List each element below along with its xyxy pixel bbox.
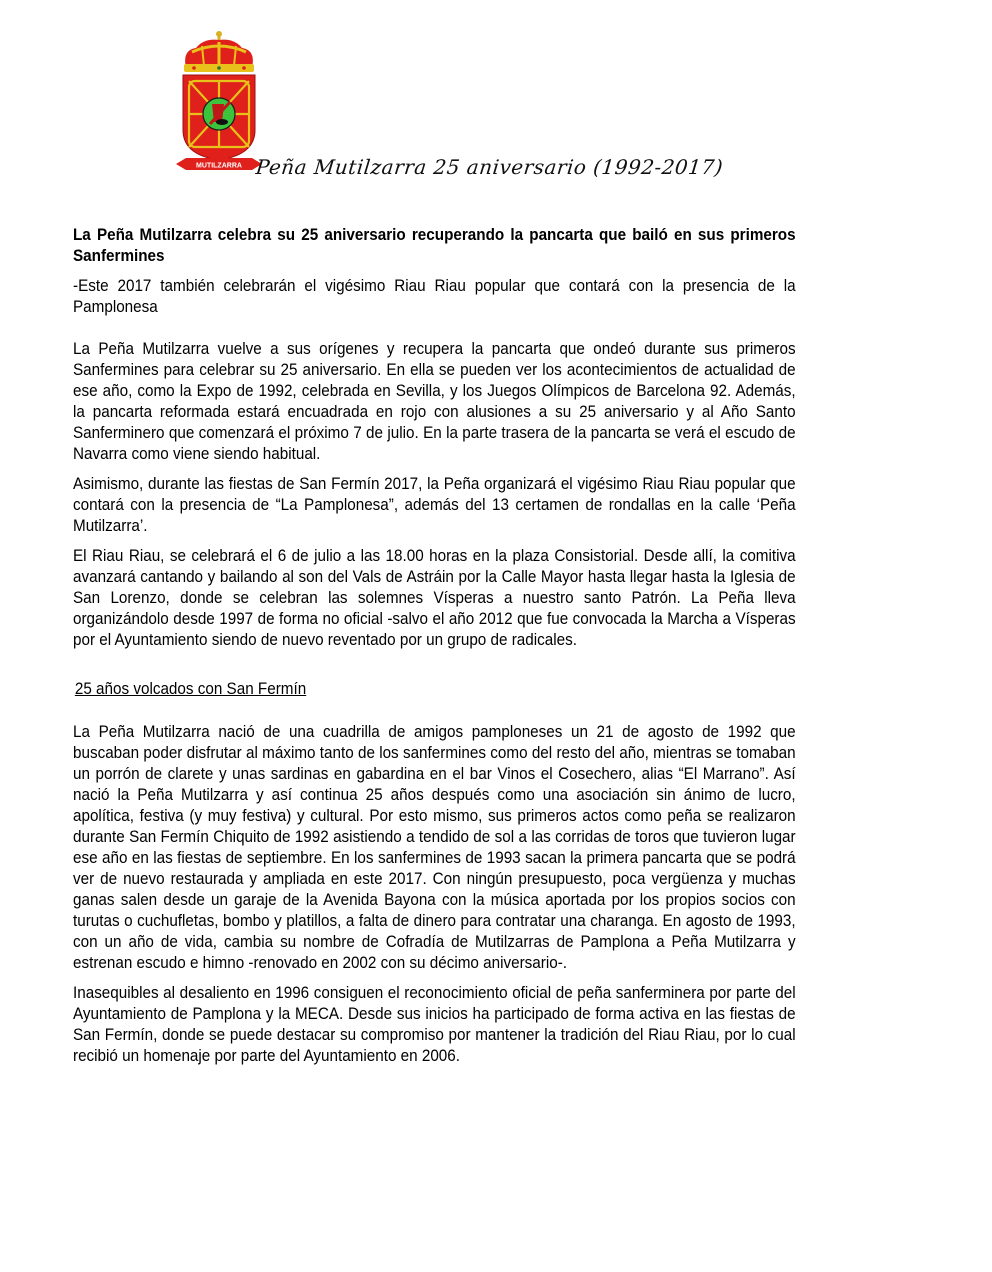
section-title: 25 años volcados con San Fermín bbox=[74, 680, 307, 698]
section-paragraph: La Peña Mutilzarra nació de una cuadrilla de amigos pamploneses un 21 de agosto de 1992 que buscaban poder disfrutar al máximo tanto de los sanfermines como del resto del año, mientras se tomaban un porrón de clarete y unas sardinas en gabardina en el bar Vinos el Cosechero, alias “El Marrano”. Así nació la Peña Mutilzarra y así continua 25 años después como una asociación sin ánimo de lucro, apolítica, festiva (y muy festiva) y cultural. Por esto mismo, sus primeros actos como peña se realizaron durante San Fermín Chiquito de 1992 asistiendo a tendido de sol a las corridas de toros que tuvieron lugar ese año en las fiestas de septiembre. En los sanfermines de 1993 sacan la primera pancarta que se podrá ver de nuevo restaurada y ampliada en este 2017. Con ningún presupuesto, poca vergüenza y muchas ganas salen desde un garaje de la Avenida Bayona con la música aportada por los propios socios con turutas o cuchufletas, bombo y platillos, a falta de dinero para contratar una charanga. En agosto de 1993, con un año de vida, cambia su nombre de Cofradía de Mutilzarras de Pamplona a Peña Mutilzarra y estrenan escudo e himno -renovado en 2002 con su décimo aniversario-. bbox=[73, 723, 796, 972]
section-paragraph: Inasequibles al desaliento en 1996 consiguen el reconocimiento oficial de peña sanferminera por parte del Ayuntamiento de Pamplona y la MECA. Desde sus inicios ha participado de forma activa en las fiestas de San Fermín, donde se puede destacar su compromiso por mantener la tradición del Riau Riau, por lo cual recibió un homenaje por parte del Ayuntamiento en 2006. bbox=[73, 984, 796, 1065]
article-paragraph: La Peña Mutilzarra vuelve a sus orígenes y recupera la pancarta que ondeó durante sus primeros Sanfermines para celebrar su 25 aniversario. En ella se pueden ver los acontecimientos de actualidad de ese año, como la Expo de 1992, celebrada en Sevilla, y los Juegos Olímpicos de Barcelona 92. Además, la pancarta reformada estará encuadrada en rojo con alusiones a su 25 aniversario y al Año Santo Sanferminero que comenzará el próximo 7 de julio. En la parte trasera de la pancarta se verá el escudo de Navarra como viene siendo habitual. bbox=[73, 340, 796, 463]
document-header-title: Peña Mutilzarra 25 aniversario (1992-2017) bbox=[254, 155, 725, 179]
article-body bbox=[73, 225, 796, 1076]
svg-text:MUTILZARRA: MUTILZARRA bbox=[196, 162, 242, 170]
coat-of-arms-logo bbox=[172, 30, 266, 180]
article-headline: La Peña Mutilzarra celebra su 25 aniversario recuperando la pancarta que bailó en sus primeros Sanfermines bbox=[73, 226, 796, 265]
crown-icon bbox=[184, 31, 254, 72]
article-paragraph: Asimismo, durante las fiestas de San Fermín 2017, la Peña organizará el vigésimo Riau Riau popular que contará con la presencia de “La Pamplonesa”, además del 13 certamen de rondallas en la calle ‘Peña Mutilzarra’. bbox=[73, 475, 796, 535]
article-paragraph: El Riau Riau, se celebrará el 6 de julio a las 18.00 horas en la plaza Consistorial. Desde allí, la comitiva avanzará cantando y bailando al son del Vals de Astráin por la Calle Mayor hasta llegar hasta la Iglesia de San Lorenzo, donde se celebran las solemnes Vísperas a nuestro santo Patrón. La Peña lleva organizándolo desde 1997 de forma no oficial -salvo el año 2012 que fue convocada la Marcha a Vísperas por el Ayuntamiento siendo de nuevo reventado por un grupo de radicales. bbox=[73, 547, 796, 649]
article-subheadline: -Este 2017 también celebrarán el vigésimo Riau Riau popular que contará con la presencia de la Pamplonesa bbox=[73, 277, 796, 316]
